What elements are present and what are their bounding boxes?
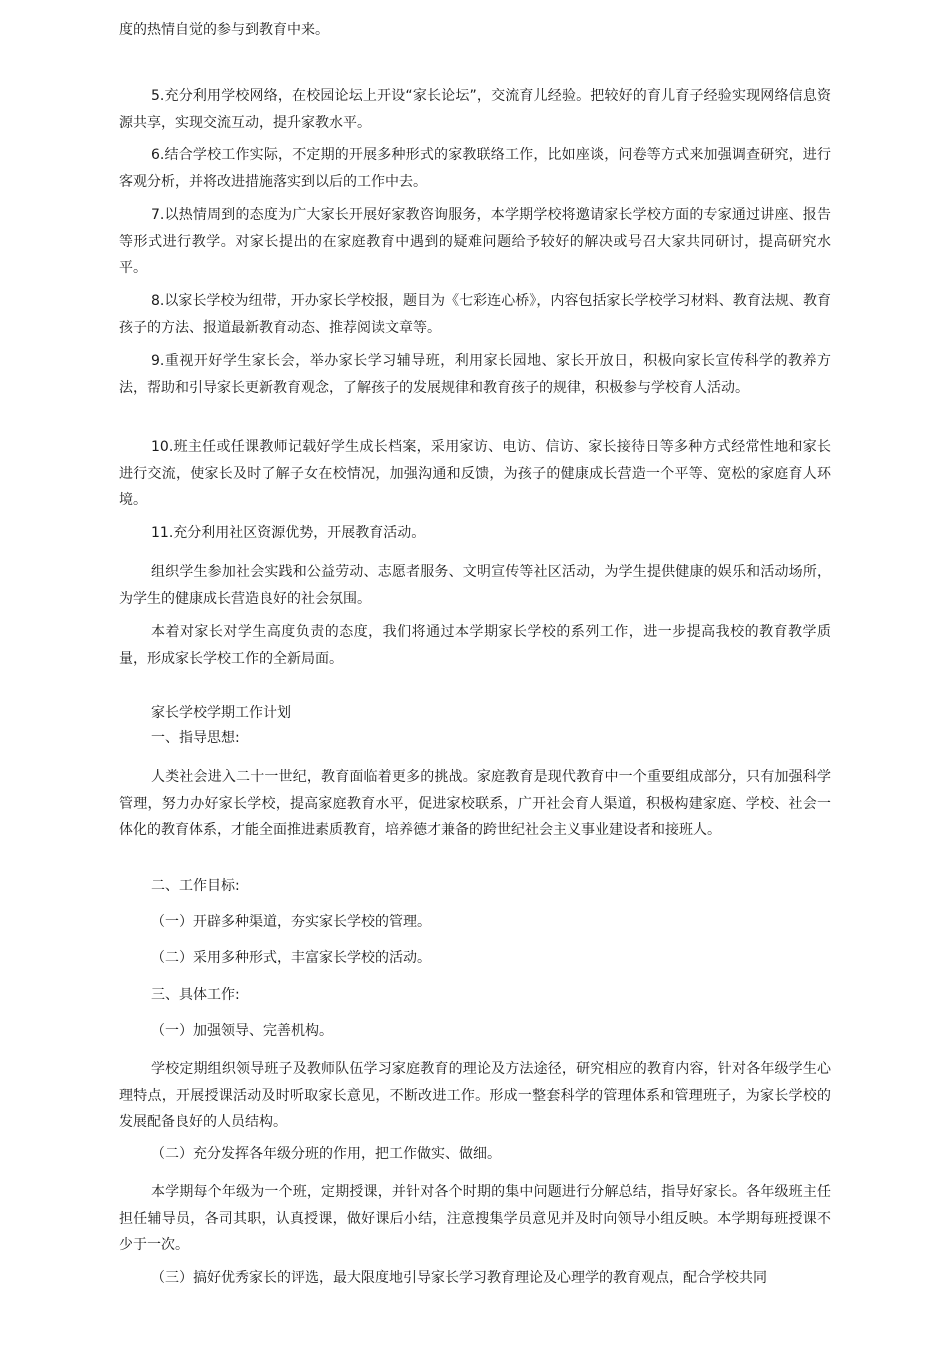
work-1-body: 学校定期组织领导班子及教师队伍学习家庭教育的理论及方法途径，研究相应的教育内容，针对各年级学生心理特点，开展授课活动及时听取家长意见，不断改进工作。形成一整套科学的管理体系和管理班子，为家长学校的发展配备良好的人员结构。 [119, 1061, 831, 1130]
work-3-heading: （三）搞好优秀家长的评选，最大限度地引导家长学习教育理论及心理学的教育观点，配合学校共同 [151, 1270, 767, 1286]
document-title: 家长学校学期工作计划 [151, 705, 291, 721]
work-2-heading: （二）充分发挥各年级分班的作用，把工作做实、做细。 [151, 1146, 501, 1162]
paragraph-item-5: 5.充分利用学校网络，在校园论坛上开设“家长论坛”，交流育儿经验。把较好的育儿育子经验实现网络信息资源共享，实现交流互动，提升家教水平。 [119, 88, 831, 131]
section1-body: 人类社会进入二十一世纪，教育面临着更多的挑战。家庭教育是现代教育中一个重要组成部分，只有加强科学管理，努力办好家长学校，提高家庭教育水平，促进家校联系，广开社会育人渠道，积极构建家庭、学校、社会一体化的教育体系，才能全面推进素质教育，培养德才兼备的跨世纪社会主义事业建设者和接班人。 [119, 769, 831, 838]
paragraph-community: 组织学生参加社会实践和公益劳动、志愿者服务、文明宣传等社区活动，为学生提供健康的娱乐和活动场所，为学生的健康成长营造良好的社会氛围。 [119, 564, 831, 607]
goal-2: （二）采用多种形式，丰富家长学校的活动。 [151, 950, 431, 966]
work-2-body: 本学期每个年级为一个班，定期授课，并针对各个时期的集中问题进行分解总结，指导好家长。各年级班主任担任辅导员，各司其职，认真授课，做好课后小结，注意搜集学员意见并及时向领导小组反映。本学期每班授课不少于一次。 [119, 1184, 831, 1253]
paragraph-conclusion: 本着对家长对学生高度负责的态度，我们将通过本学期家长学校的系列工作，进一步提高我校的教育教学质量，形成家长学校工作的全新局面。 [119, 624, 831, 667]
paragraph-item-10: 10.班主任或任课教师记载好学生成长档案，采用家访、电访、信访、家长接待日等多种方式经常性地和家长进行交流，使家长及时了解子女在校情况，加强沟通和反馈，为孩子的健康成长营造一个平等、宽松的家庭育人环境。 [119, 439, 831, 508]
paragraph-continuation: 度的热情自觉的参与到教育中来。 [119, 22, 329, 38]
paragraph-item-7: 7.以热情周到的态度为广大家长开展好家教咨询服务，本学期学校将邀请家长学校方面的专家通过讲座、报告等形式进行教学。对家长提出的在家庭教育中遇到的疑难问题给予较好的解决或号召大家共同研讨，提高研究水平。 [119, 207, 831, 276]
paragraph-item-9: 9.重视开好学生家长会，举办家长学习辅导班，利用家长园地、家长开放日，积极向家长宣传科学的教养方法，帮助和引导家长更新教育观念，了解孩子的发展规律和教育孩子的规律，积极参与学校育人活动。 [119, 353, 831, 396]
section2-heading: 二、工作目标: [151, 878, 240, 894]
paragraph-item-6: 6.结合学校工作实际，不定期的开展多种形式的家教联络工作，比如座谈，问卷等方式来加强调查研究，进行客观分析，并将改进措施落实到以后的工作中去。 [119, 147, 831, 190]
section1-heading: 一、指导思想: [151, 730, 240, 746]
goal-1: （一）开辟多种渠道，夯实家长学校的管理。 [151, 914, 431, 930]
section3-heading: 三、具体工作: [151, 987, 240, 1003]
work-1-heading: （一）加强领导、完善机构。 [151, 1023, 333, 1039]
paragraph-item-11: 11.充分利用社区资源优势，开展教育活动。 [151, 525, 426, 541]
paragraph-item-8: 8.以家长学校为纽带，开办家长学校报，题目为《七彩连心桥》，内容包括家长学校学习材料、教育法规、教育孩子的方法、报道最新教育动态、推荐阅读文章等。 [119, 293, 831, 336]
